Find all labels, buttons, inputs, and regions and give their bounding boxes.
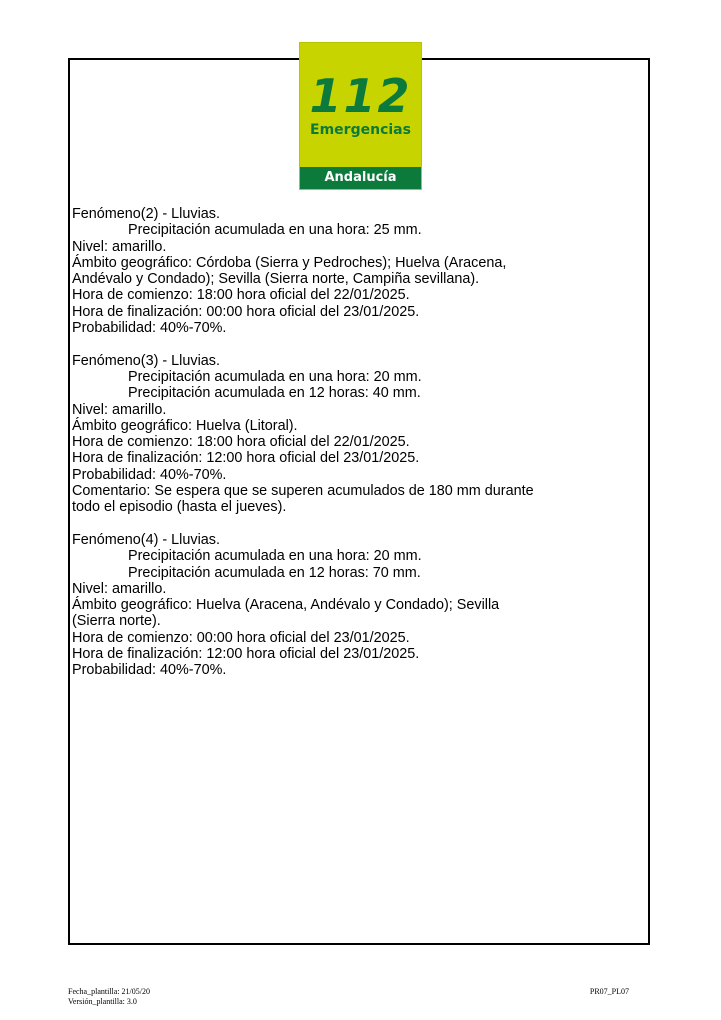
phenomenon-line: todo el episodio (hasta el jueves).	[72, 499, 287, 516]
phenomenon-line: Precipitación acumulada en 12 horas: 70 mm.	[128, 564, 421, 581]
phenomenon-block	[72, 353, 642, 516]
phenomenon-line: Probabilidad: 40%-70%.	[72, 662, 227, 679]
emergencias-112-logo	[299, 42, 422, 190]
phenomenon-line: Nivel: amarillo.	[72, 401, 167, 418]
phenomena-list	[72, 206, 642, 695]
phenomenon-line: (Sierra norte).	[72, 613, 161, 630]
phenomenon-title: Fenómeno(2) - Lluvias.	[72, 206, 220, 222]
phenomenon-block	[72, 206, 642, 336]
phenomenon-line: Comentario: Se espera que se superen acumulados de 180 mm durante	[72, 483, 534, 500]
phenomenon-line: Hora de finalización: 12:00 hora oficial del 23/01/2025.	[72, 646, 420, 663]
phenomenon-line: Probabilidad: 40%-70%.	[72, 466, 227, 483]
phenomenon-line: Precipitación acumulada en una hora: 25 mm.	[128, 222, 422, 239]
logo-subtitle: Emergencias	[310, 122, 411, 138]
phenomenon-line: Hora de finalización: 12:00 hora oficial del 23/01/2025.	[72, 450, 420, 467]
phenomenon-line: Precipitación acumulada en una hora: 20 mm.	[128, 368, 422, 385]
logo-region-band: Andalucía	[300, 167, 421, 189]
phenomenon-line: Ámbito geográfico: Huelva (Litoral).	[72, 417, 298, 434]
phenomenon-line: Hora de comienzo: 00:00 hora oficial del 23/01/2025.	[72, 629, 410, 646]
phenomenon-title: Fenómeno(3) - Lluvias.	[72, 352, 220, 369]
logo-top-panel	[300, 43, 421, 167]
footer-template-info	[68, 987, 150, 1007]
phenomenon-line: Hora de finalización: 00:00 hora oficial del 23/01/2025.	[72, 303, 420, 320]
logo-number: 112	[309, 69, 412, 123]
footer-code: PR07_PL07	[589, 987, 629, 996]
phenomenon-line: Precipitación acumulada en 12 horas: 40 mm.	[128, 385, 421, 402]
phenomenon-line: Ámbito geográfico: Córdoba (Sierra y Pedroches); Huelva (Aracena,	[72, 254, 507, 271]
phenomenon-line: Hora de comienzo: 18:00 hora oficial del 22/01/2025.	[72, 434, 410, 451]
phenomenon-line: Probabilidad: 40%-70%.	[72, 320, 227, 337]
phenomenon-line: Andévalo y Condado); Sevilla (Sierra norte, Campiña sevillana).	[72, 271, 480, 288]
phenomenon-line: Ámbito geográfico: Huelva (Aracena, Andévalo y Condado); Sevilla	[72, 597, 500, 614]
phenomenon-line: Precipitación acumulada en una hora: 20 mm.	[128, 548, 422, 565]
phenomenon-line: Nivel: amarillo.	[72, 580, 167, 597]
phenomenon-line: Hora de comienzo: 18:00 hora oficial del 22/01/2025.	[72, 287, 410, 304]
phenomenon-title: Fenómeno(4) - Lluvias.	[72, 531, 220, 548]
footer-template-version: Versión_plantilla: 3.0	[68, 997, 137, 1006]
phenomenon-block	[72, 532, 642, 679]
phenomenon-line: Nivel: amarillo.	[72, 238, 167, 255]
footer-template-date: Fecha_plantilla: 21/05/20	[68, 987, 150, 996]
